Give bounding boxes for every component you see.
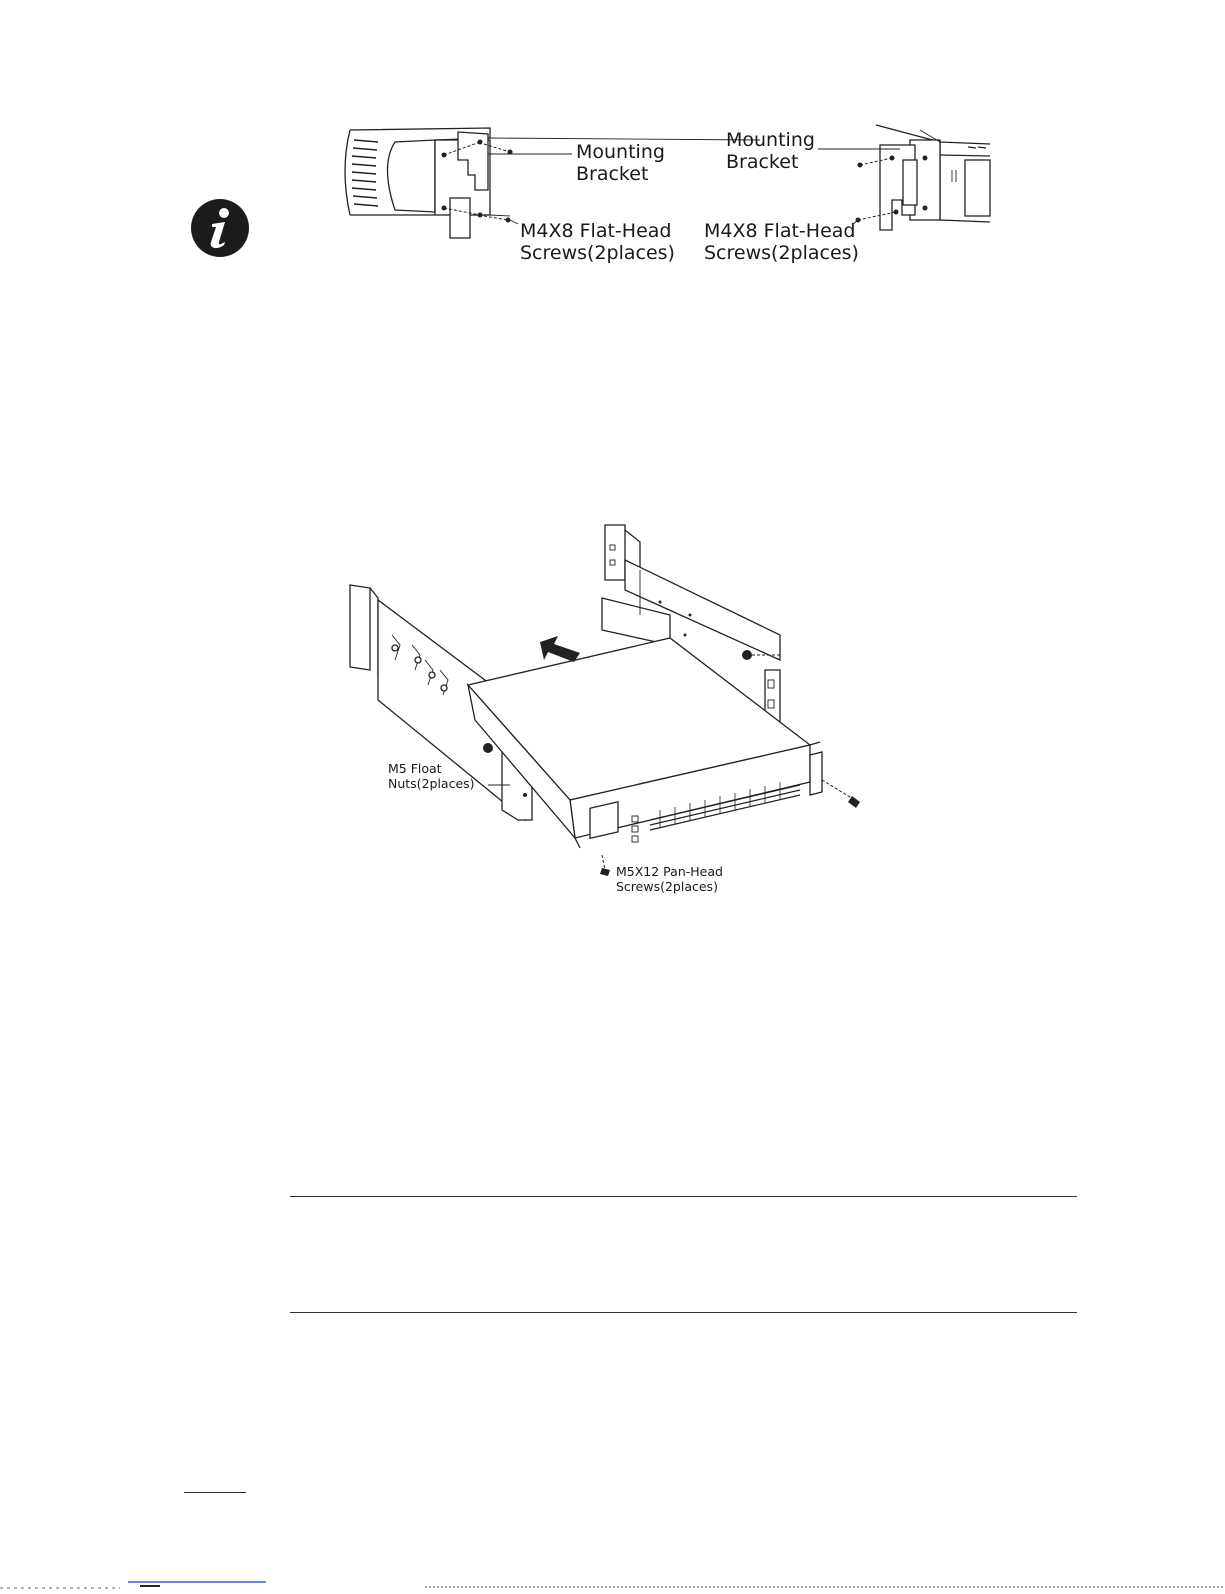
right-bracket-label bbox=[726, 129, 815, 173]
pan-head-label-line2: Screws(2places) bbox=[616, 879, 718, 894]
pan-head-screws-label bbox=[616, 864, 723, 894]
left-screws-label-line2: Screws(2places) bbox=[520, 242, 675, 264]
footer-short-rule bbox=[184, 1492, 246, 1493]
pan-head-label-line1: M5X12 Pan-Head bbox=[616, 864, 723, 879]
bottom-edge-strip bbox=[0, 1576, 1225, 1585]
float-nuts-label-line1: M5 Float bbox=[388, 761, 442, 776]
info-icon bbox=[190, 198, 250, 258]
left-bracket-label bbox=[576, 141, 665, 185]
right-screws-label-line1: M4X8 Flat-Head bbox=[704, 220, 856, 242]
rack-install-figure bbox=[340, 520, 880, 900]
right-screws-label bbox=[704, 220, 859, 264]
ups-unit bbox=[468, 638, 860, 876]
note-bottom-rule bbox=[290, 1312, 1077, 1313]
left-bracket-label-line2: Bracket bbox=[576, 163, 649, 185]
right-screws-label-line2: Screws(2places) bbox=[704, 242, 859, 264]
left-screws-label bbox=[520, 220, 675, 264]
slide-direction-arrow bbox=[540, 636, 580, 662]
note-top-rule bbox=[290, 1196, 1077, 1197]
left-bracket-label-line1: Mounting bbox=[576, 141, 665, 163]
left-screws-label-line1: M4X8 Flat-Head bbox=[520, 220, 672, 242]
ups-right-end bbox=[818, 125, 990, 230]
float-nuts-label bbox=[388, 761, 475, 791]
right-bracket-label-line2: Bracket bbox=[726, 151, 799, 173]
float-nuts-label-line2: Nuts(2places) bbox=[388, 776, 475, 791]
right-bracket-label-line1: Mounting bbox=[726, 129, 815, 151]
